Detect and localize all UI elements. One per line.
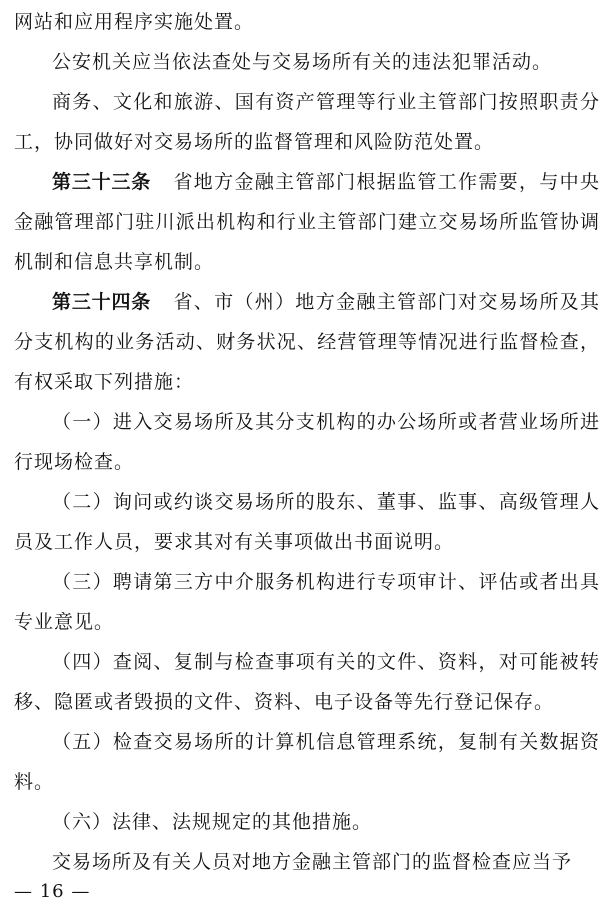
paragraph-text: 公安机关应当依法查处与交易场所有关的违法犯罪活动。 — [52, 51, 553, 73]
page-number: — 16 — — [14, 881, 91, 902]
article-number-label: 第三十四条 — [52, 291, 152, 313]
document-page — [14, 2, 600, 882]
list-item-text: （三）聘请第三方中介服务机构进行专项审计、评估或者出具专业意见。 — [14, 571, 600, 633]
article-34 — [14, 282, 600, 402]
list-item-text: （一）进入交易场所及其分支机构的办公场所或者营业场所进行现场检查。 — [14, 411, 600, 473]
paragraph-text: 网站和应用程序实施处置。 — [14, 11, 255, 33]
list-item — [14, 562, 600, 642]
list-item-text: （四）查阅、复制与检查事项有关的文件、资料，对可能被转移、隐匿或者毁损的文件、资料、电子设备等先行登记保存。 — [14, 651, 600, 713]
list-item — [14, 482, 600, 562]
article-text: 省地方金融主管部门根据监管工作需要，与中央金融管理部门驻川派出机构和行业主管部门建立交易场所监管协调机制和信息共享机制。 — [14, 171, 600, 273]
article-text: 省、市（州）地方金融主管部门对交易场所及其分支机构的业务活动、财务状况、经营管理等情况进行监督检查，有权采取下列措施： — [14, 291, 600, 393]
article-33 — [14, 162, 600, 282]
list-item — [14, 802, 600, 842]
article-number-label: 第三十三条 — [52, 171, 152, 193]
list-item — [14, 722, 600, 802]
paragraph — [14, 82, 600, 162]
paragraph — [14, 42, 600, 82]
list-item-text: （六）法律、法规规定的其他措施。 — [52, 811, 373, 833]
list-item — [14, 642, 600, 722]
list-item-text: （二）询问或约谈交易场所的股东、董事、监事、高级管理人员及工作人员，要求其对有关事项做出书面说明。 — [14, 491, 600, 553]
list-item — [14, 402, 600, 482]
paragraph — [14, 842, 600, 882]
paragraph-text: 商务、文化和旅游、国有资产管理等行业主管部门按照职责分工，协同做好对交易场所的监督管理和风险防范处置。 — [14, 91, 600, 153]
list-item-text: （五）检查交易场所的计算机信息管理系统，复制有关数据资料。 — [14, 731, 600, 793]
paragraph-text: 交易场所及有关人员对地方金融主管部门的监督检查应当予 — [52, 851, 573, 873]
paragraph-continuation — [14, 2, 600, 42]
